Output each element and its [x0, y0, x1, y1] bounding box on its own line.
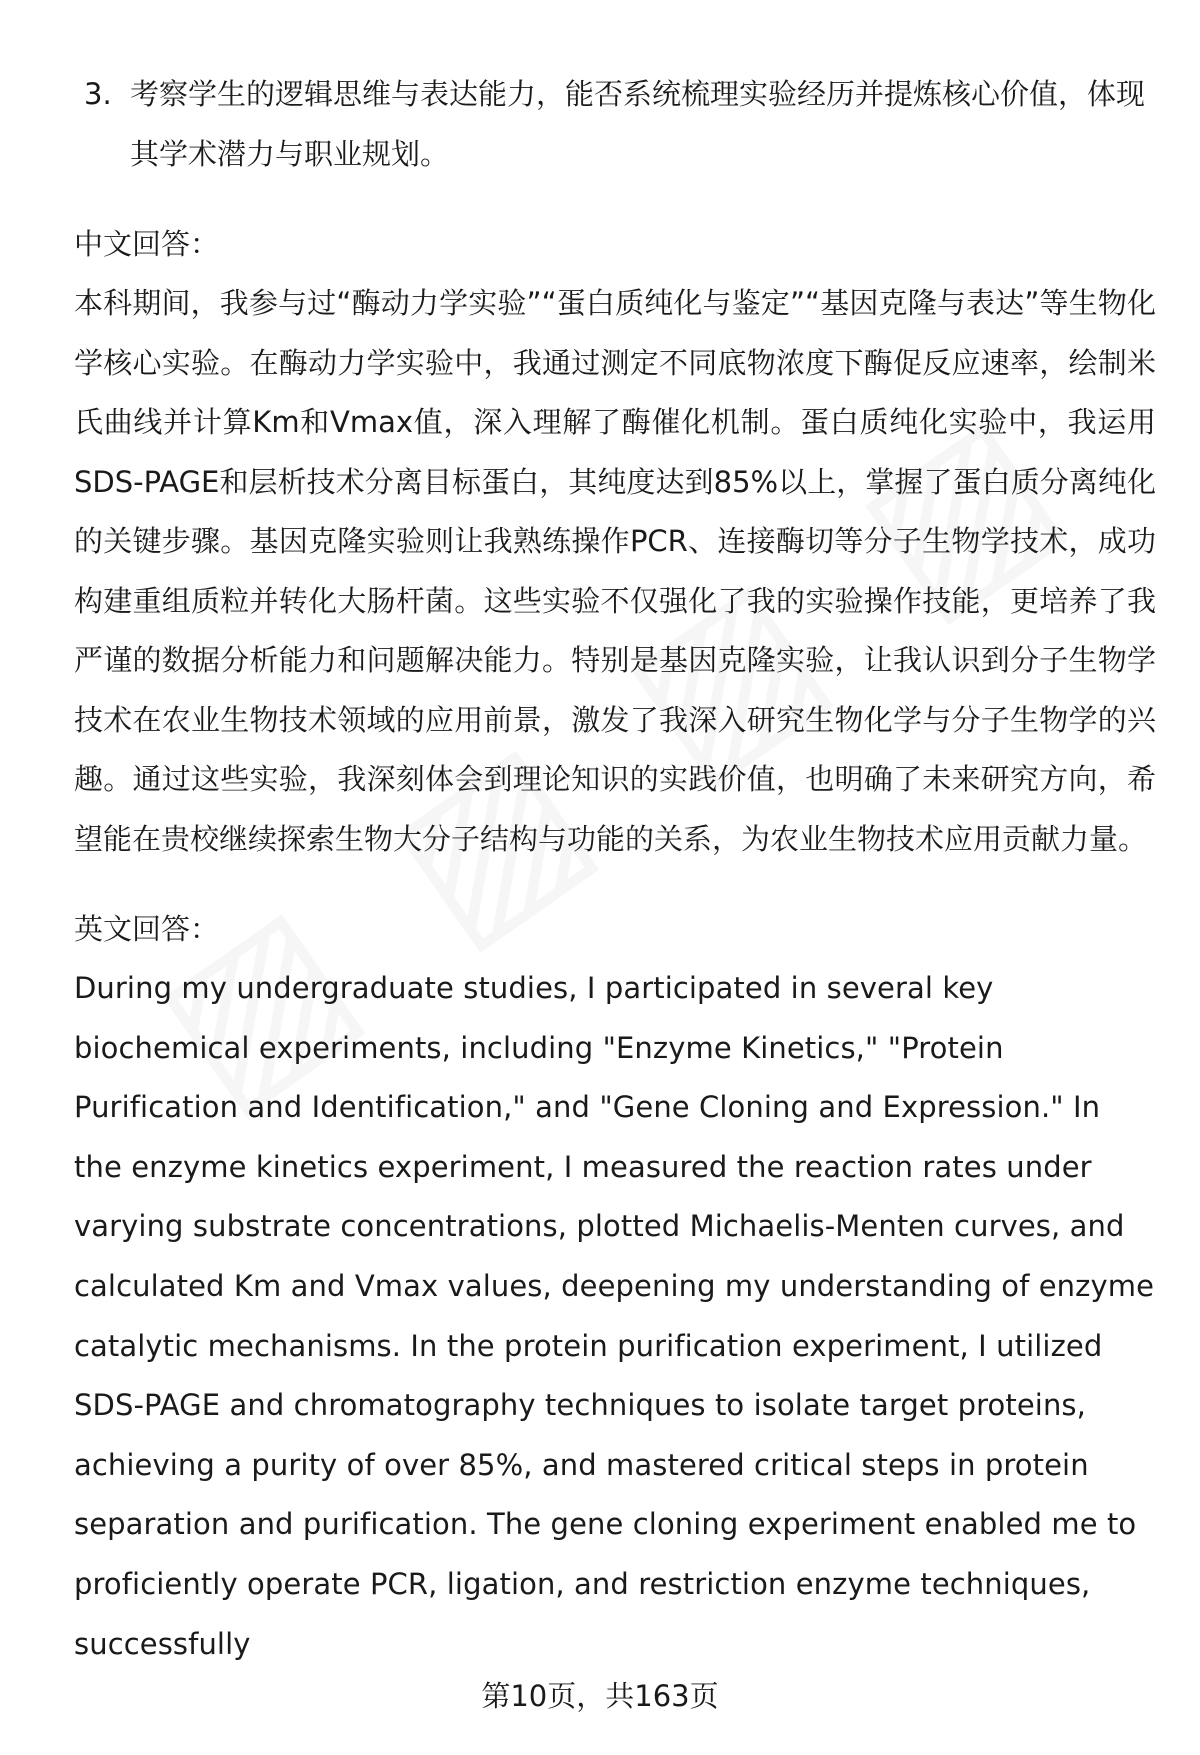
english-answer-body: During my undergraduate studies, I participated in several key biochemical experiments, including "Enzyme Kinetics," "Protein Purification and Identification," and "Gene Cloning and Expression." In the enzyme kinetics experiment, I measured the reaction rates under varying substrate concentrations, plotted Michaelis-Menten curves, and calculated Km and Vmax values, deepening my understanding of enzyme catalytic mechanisms. In the protein purification experiment, I utilized SDS-PAGE and chromatography techniques to isolate target proteins, achieving a purity of over 85%, and mastered critical steps in protein separation and purification. The gene cloning experiment enabled me to proficiently operate PCR, ligation, and restriction enzyme techniques, successfully: [74, 971, 1155, 1661]
list-item: [84, 64, 1156, 184]
chinese-answer-body: 本科期间，我参与过“酶动力学实验”“蛋白质纯化与鉴定”“基因克隆与表达”等生物化学核心实验。在酶动力学实验中，我通过测定不同底物浓度下酶促反应速率，绘制米氏曲线并计算Km和Vmax值，深入理解了酶催化机制。蛋白质纯化实验中，我运用SDS-PAGE和层析技术分离目标蛋白，其纯度达到85%以上，掌握了蛋白质分离纯化的关键步骤。基因克隆实验则让我熟练操作PCR、连接酶切等分子生物学技术，成功构建重组质粒并转化大肠杆菌。这些实验不仅强化了我的实验操作技能，更培养了我严谨的数据分析能力和问题解决能力。特别是基因克隆实验，让我认识到分子生物学技术在农业生物技术领域的应用前景，激发了我深入研究生物化学与分子生物学的兴趣。通过这些实验，我深刻体会到理论知识的实践价值，也明确了未来研究方向，希望能在贵校继续探索生物大分子结构与功能的关系，为农业生物技术应用贡献力量。: [74, 286, 1156, 856]
page-number-footer: 第10页，共163页: [481, 1679, 719, 1713]
page-content: [74, 64, 1156, 1674]
list-text: 考察学生的逻辑思维与表达能力，能否系统梳理实验经历并提炼核心价值，体现其学术潜力与职业规划。: [130, 77, 1146, 171]
chinese-answer-heading: 中文回答：: [74, 227, 220, 261]
english-answer-heading: 英文回答：: [74, 912, 220, 946]
list-number: 3.: [84, 77, 112, 111]
